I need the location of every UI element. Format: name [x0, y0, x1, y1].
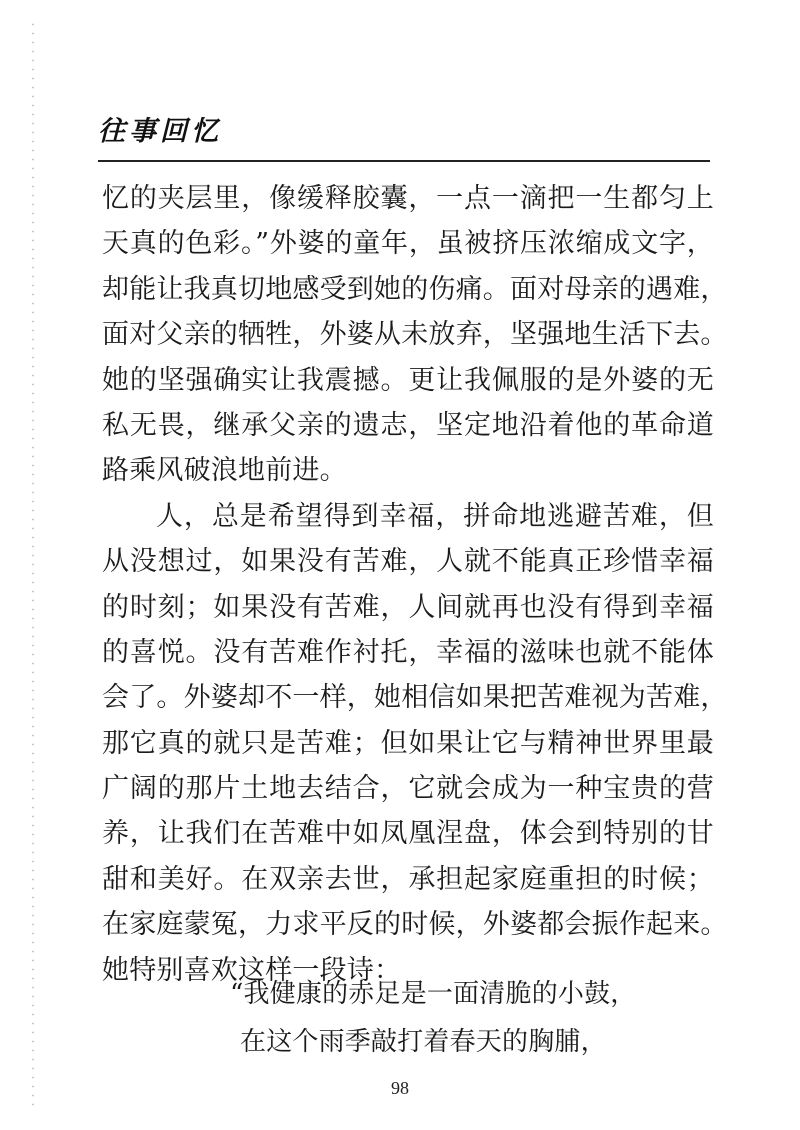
paragraph-line: 忆的夹层里，像缓释胶囊，一点一滴把一生都匀上 [102, 183, 714, 214]
binding-margin-dots [32, 20, 34, 1110]
paragraph-line: 养，让我们在苦难中如凤凰涅盘，体会到特别的甘 [102, 818, 714, 850]
paragraph-line: 那它真的就只是苦难；但如果让它与精神世界里最 [102, 727, 714, 759]
paragraph-line: 却能让我真切地感受到她的伤痛。面对母亲的遇难， [102, 273, 728, 305]
paragraph-line: 天真的色彩。”外婆的童年，虽被挤压浓缩成文字， [102, 228, 714, 260]
page-number: 98 [391, 1078, 409, 1098]
poem-line: 在这个雨季敲打着春天的胸脯， [240, 1027, 607, 1057]
paragraph-line: 从没想过，如果没有苦难，人就不能真正珍惜幸福 [102, 546, 714, 578]
running-header [98, 112, 710, 152]
body-text [102, 176, 728, 993]
paragraph-line: 她特别喜欢这样一段诗： [102, 954, 402, 986]
paragraph-line: 的时刻；如果没有苦难，人间就再也没有得到幸福 [102, 591, 714, 623]
paragraph-line: 甜和美好。在双亲去世，承担起家庭重担的时候； [102, 863, 714, 895]
paragraph-line: 广阔的那片土地去结合，它就会成为一种宝贵的营 [102, 773, 714, 805]
poem-quote [230, 970, 637, 1066]
paragraph-line: 会了。外婆却不一样，她相信如果把苦难视为苦难， [102, 682, 728, 714]
header-rule [98, 160, 710, 162]
paragraph-line: 私无畏，继承父亲的遗志，坚定地沿着他的革命道 [102, 409, 714, 441]
paragraph-line: 她的坚强确实让我震撼。更让我佩服的是外婆的无 [102, 364, 714, 396]
paragraph-line: 的喜悦。没有苦难作衬托，幸福的滋味也就不能体 [102, 636, 714, 668]
paragraph-line: 在家庭蒙冤，力求平反的时候，外婆都会振作起来。 [102, 909, 728, 941]
poem-line: “我健康的赤足是一面清脆的小鼓， [230, 979, 637, 1009]
paragraph-line: 人，总是希望得到幸福，拼命地逃避苦难，但 [156, 500, 714, 532]
running-header-title: 往事回忆 [98, 116, 222, 147]
paragraph-line: 面对父亲的牺牲，外婆从未放弃，坚强地生活下去。 [102, 319, 728, 351]
paragraph-line: 路乘风破浪地前进。 [102, 455, 347, 487]
